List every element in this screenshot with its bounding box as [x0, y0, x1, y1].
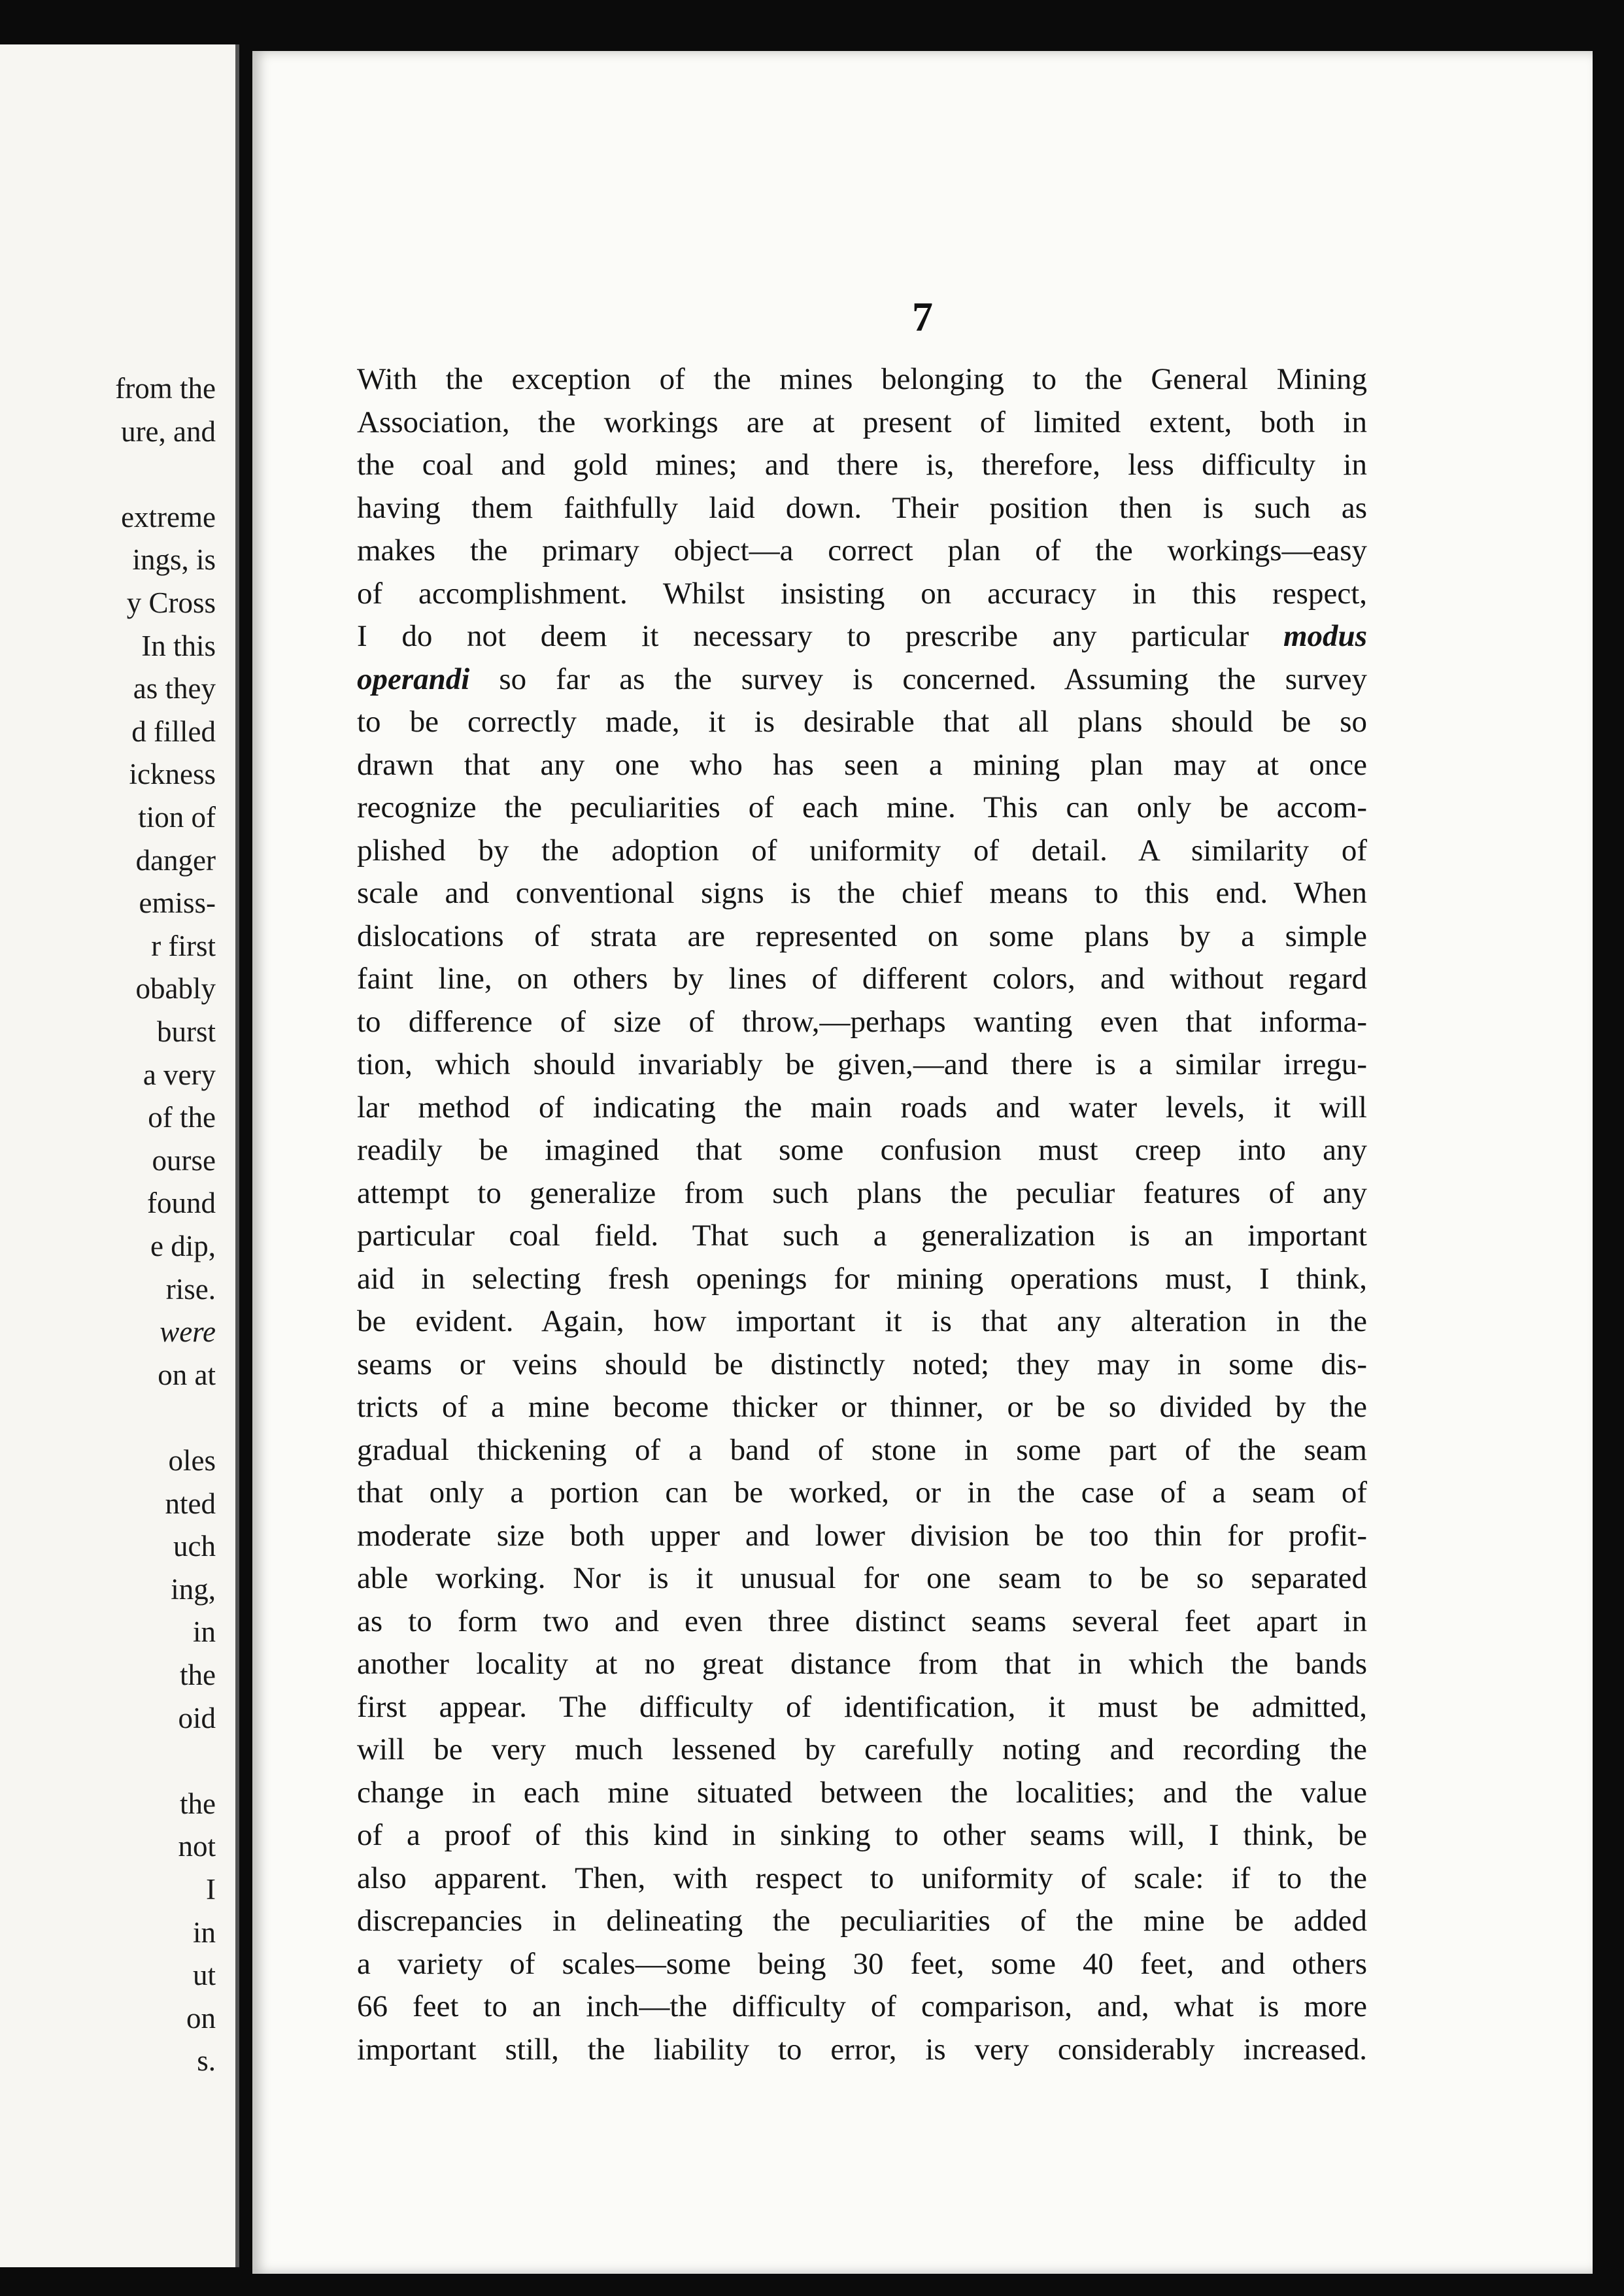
text-run: as to form two and even three distinct seams several feet apart in — [357, 1604, 1367, 1638]
text-run: 66 feet to an inch—the difficulty of comparison, and, what is more — [357, 1989, 1367, 2023]
text-run: to difference of size of throw,—perhaps wanting even that informa- — [357, 1004, 1367, 1039]
body-text — [357, 358, 1367, 2071]
text-run: readily be imagined that some confusion must creep into any — [357, 1133, 1367, 1167]
left-page-line: danger — [135, 843, 216, 877]
left-page-line: as they — [133, 672, 216, 705]
left-page-line: from the — [115, 372, 216, 405]
text-run: the coal and gold mines; and there is, therefore, less difficulty in — [357, 448, 1367, 482]
text-run: aid in selecting fresh openings for mining operations must, I think, — [357, 1261, 1367, 1296]
text-line — [357, 1386, 1367, 1429]
text-line — [357, 786, 1367, 830]
text-line — [357, 1643, 1367, 1686]
text-run: so far as the survey is concerned. Assuming the survey — [469, 662, 1367, 696]
text-line — [357, 1814, 1367, 1857]
right-page — [252, 51, 1593, 2274]
text-line — [357, 1001, 1367, 1044]
text-line — [357, 487, 1367, 530]
text-line — [357, 830, 1367, 873]
left-page-line: in — [192, 1916, 216, 1949]
left-page-line: on — [186, 2001, 216, 2034]
left-page-line: e dip, — [150, 1230, 216, 1262]
text-line — [357, 1686, 1367, 1729]
text-line — [357, 1729, 1367, 1772]
text-run: particular coal field. That such a generalization is an important — [357, 1219, 1367, 1253]
text-line — [357, 401, 1367, 445]
left-page-line: r first — [151, 929, 216, 962]
text-line — [357, 1900, 1367, 1943]
left-page-line: ourse — [152, 1143, 216, 1177]
left-page-line: emiss- — [139, 886, 216, 920]
text-run: another locality at no great distance from that in which the bands — [357, 1647, 1367, 1681]
text-run: moderate size both upper and lower division be too thin for profit- — [357, 1518, 1367, 1553]
text-run: will be very much lessened by carefully noting and recording the — [357, 1732, 1367, 1766]
text-run: be evident. Again, how important it is that any alteration in the — [357, 1304, 1367, 1338]
left-page-line: ut — [192, 1959, 216, 1992]
text-line — [357, 1215, 1367, 1258]
text-run: makes the primary object—a correct plan of the workings—easy — [357, 533, 1367, 567]
text-line — [357, 1515, 1367, 1558]
text-line — [357, 1557, 1367, 1600]
text-run: to be correctly made, it is desirable that all plans should be so — [357, 705, 1367, 739]
left-page-line: ing, — [171, 1572, 216, 1606]
text-run: discrepancies in delineating the peculiarities of the mine be added — [357, 1904, 1367, 1938]
text-line — [357, 1087, 1367, 1130]
text-line — [357, 744, 1367, 787]
left-page-line: rise. — [165, 1272, 216, 1306]
left-page-line: uch — [173, 1530, 216, 1563]
text-run: With the exception of the mines belonging to the General Mining — [357, 362, 1367, 396]
left-page-line: the — [180, 1659, 216, 1691]
text-line — [357, 1985, 1367, 2029]
text-run: drawn that any one who has seen a mining plan may at once — [357, 747, 1367, 782]
text-run: seams or veins should be distinctly noted; they may in some dis- — [357, 1347, 1367, 1381]
left-page-line: were — [160, 1315, 216, 1349]
text-run: plished by the adoption of uniformity of detail. A similarity of — [357, 833, 1367, 868]
text-line — [357, 1429, 1367, 1472]
left-page-line: tion of — [138, 801, 216, 834]
text-run: gradual thickening of a band of stone in some part of the seam — [357, 1432, 1367, 1467]
text-line — [357, 530, 1367, 573]
left-page-line: nted — [165, 1487, 216, 1520]
text-line — [357, 444, 1367, 487]
italic-term: operandi — [357, 662, 470, 696]
text-line — [357, 1172, 1367, 1215]
text-line — [357, 1129, 1367, 1172]
text-line — [357, 958, 1367, 1001]
text-line — [357, 701, 1367, 744]
left-page-line: I — [206, 1873, 216, 1906]
left-page-line: not — [178, 1830, 216, 1863]
left-page-line: extreme — [121, 500, 216, 533]
left-page-line: in — [192, 1615, 216, 1649]
left-page-line: oid — [178, 1701, 216, 1734]
left-page-line: found — [147, 1187, 216, 1220]
text-line — [357, 1772, 1367, 1815]
text-line — [357, 1857, 1367, 1900]
left-page-line: y Cross — [126, 586, 216, 619]
left-page-line: oles — [168, 1444, 216, 1477]
left-page-line: s. — [197, 2044, 216, 2078]
left-page-line: ings, is — [132, 543, 216, 577]
text-run: Association, the workings are at present of limited extent, both in — [357, 405, 1367, 439]
text-run: important still, the liability to error, is very considerably increased. — [357, 2032, 1367, 2067]
text-run: also apparent. Then, with respect to uniformity of scale: if to the — [357, 1861, 1367, 1895]
text-line — [357, 1300, 1367, 1343]
text-run: that only a portion can be worked, or in the case of a seam of — [357, 1476, 1367, 1510]
text-run: able working. Nor is it unusual for one seam to be so separated — [357, 1561, 1367, 1595]
text-line — [357, 1943, 1367, 1986]
text-run: having them faithfully laid down. Their position then is such as — [357, 490, 1367, 525]
text-run: scale and conventional signs is the chief means to this end. When — [357, 876, 1367, 910]
text-run: attempt to generalize from such plans the peculiar features of any — [357, 1175, 1367, 1210]
left-page-line: a very — [143, 1058, 216, 1091]
left-page-line: In this — [141, 629, 216, 662]
left-page-line: on at — [158, 1358, 216, 1391]
text-run: tion, which should invariably be given,—and there is a similar irregu- — [357, 1047, 1367, 1081]
left-page-line: obably — [135, 972, 216, 1005]
text-run: change in each mine situated between the localities; and the value — [357, 1775, 1367, 1810]
text-line — [357, 2029, 1367, 2072]
text-run: tricts of a mine become thicker or thinner, or be so divided by the — [357, 1390, 1367, 1424]
left-page-line: ure, and — [121, 414, 216, 448]
text-line — [357, 1343, 1367, 1387]
text-line — [357, 1043, 1367, 1087]
text-run: a variety of scales—some being 30 feet, some 40 feet, and others — [357, 1946, 1367, 1981]
left-page-line: of the — [148, 1101, 216, 1134]
text-run: lar method of indicating the main roads and water levels, it will — [357, 1090, 1367, 1124]
left-page-line: the — [180, 1787, 216, 1820]
text-run: dislocations of strata are represented on some plans by a simple — [357, 919, 1367, 953]
text-run: of a proof of this kind in sinking to other seams will, I think, be — [357, 1818, 1367, 1852]
text-line — [357, 1258, 1367, 1301]
page-number: 7 — [912, 294, 933, 340]
text-line — [357, 615, 1367, 658]
text-line — [357, 872, 1367, 915]
text-run: I do not deem it necessary to prescribe any particular — [357, 619, 1283, 653]
left-page-line: ickness — [129, 758, 216, 791]
text-run: recognize the peculiarities of each mine. This can only be accom- — [357, 790, 1367, 824]
text-line — [357, 573, 1367, 616]
text-line — [357, 915, 1367, 958]
text-run: of accomplishment. Whilst insisting on accuracy in this respect, — [357, 576, 1367, 611]
text-line — [357, 1472, 1367, 1515]
text-run: faint line, on others by lines of different colors, and without regard — [357, 962, 1367, 996]
text-run: first appear. The difficulty of identification, it must be admitted, — [357, 1689, 1367, 1724]
text-line — [357, 358, 1367, 401]
italic-term: modus — [1283, 619, 1367, 653]
text-line — [357, 658, 1367, 701]
left-page-fragment — [0, 44, 239, 2267]
left-page-line: burst — [157, 1015, 216, 1048]
left-page-line: d filled — [131, 715, 216, 748]
text-line — [357, 1600, 1367, 1644]
